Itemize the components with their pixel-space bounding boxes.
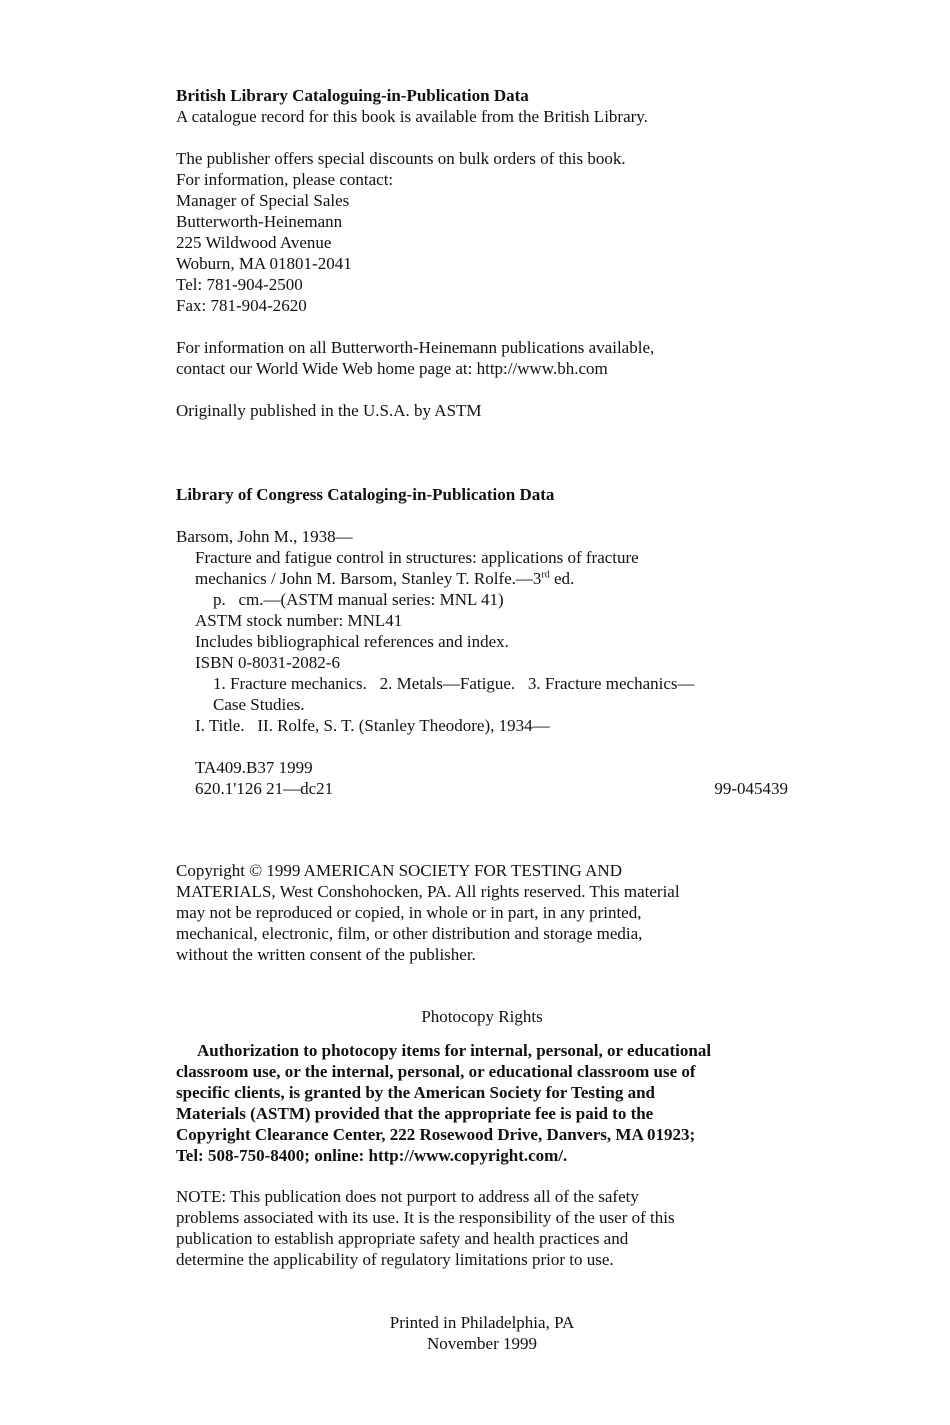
loc-subjects: 1. Fracture mechanics. 2. Metals—Fatigue. 3. Fracture mechanics—: [213, 674, 695, 693]
loc-edition-text: ed.: [549, 569, 575, 588]
copyright-line: mechanical, electronic, film, or other distribution and storage media,: [176, 924, 643, 943]
loc-lccn: 99-045439: [714, 779, 788, 798]
loc-stock: ASTM stock number: MNL41: [195, 611, 403, 630]
loc-dewey: 620.1'126 21—dc21: [195, 779, 334, 798]
loc-classification-row: [176, 778, 788, 799]
british-library-cip: [176, 85, 648, 127]
origin-line: Originally published in the U.S.A. by ASTM: [176, 401, 482, 420]
loc-author: Barsom, John M., 1938—: [176, 527, 353, 546]
web-line: contact our World Wide Web home page at: http://www.bh.com: [176, 359, 608, 378]
loc-added-entries: I. Title. II. Rolfe, S. T. (Stanley Theodore), 1934—: [195, 716, 550, 735]
printed-info: [176, 1312, 788, 1354]
photocopy-line: Materials (ASTM) provided that the appropriate fee is paid to the: [176, 1104, 654, 1123]
photocopy-line: Copyright Clearance Center, 222 Rosewood Drive, Danvers, MA 01923;: [176, 1125, 696, 1144]
loc-physical: p. cm.—(ASTM manual series: MNL 41): [213, 590, 504, 609]
copyright-block: [176, 860, 796, 965]
note-line: publication to establish appropriate safety and health practices and: [176, 1229, 629, 1248]
copyright-line: may not be reproduced or copied, in whole or in part, in any printed,: [176, 903, 642, 922]
photocopy-heading: Photocopy Rights: [421, 1007, 543, 1026]
photocopy-line: specific clients, is granted by the American Society for Testing and: [176, 1083, 655, 1102]
publisher-line: Woburn, MA 01801-2041: [176, 254, 352, 273]
photocopy-line: classroom use, or the internal, personal, or educational classroom use of: [176, 1062, 696, 1081]
publisher-contact: [176, 148, 626, 316]
bl-cip-text: A catalogue record for this book is available from the British Library.: [176, 107, 648, 126]
copyright-line: without the written consent of the publisher.: [176, 945, 476, 964]
note-line: problems associated with its use. It is the responsibility of the user of this: [176, 1208, 675, 1227]
loc-cip: [176, 484, 788, 799]
printed-date: November 1999: [426, 1334, 537, 1353]
loc-title-line: Fracture and fatigue control in structures: applications of fracture: [195, 548, 639, 567]
note-line: NOTE: This publication does not purport to address all of the safety: [176, 1187, 639, 1206]
loc-cip-heading: Library of Congress Cataloging-in-Publication Data: [176, 485, 555, 504]
loc-subjects: Case Studies.: [213, 695, 305, 714]
publisher-line: For information, please contact:: [176, 170, 394, 189]
note-line: determine the applicability of regulatory limitations prior to use.: [176, 1250, 614, 1269]
publisher-line: Tel: 781-904-2500: [176, 275, 303, 294]
photocopy-rights: [176, 1006, 788, 1166]
copyright-line: Copyright © 1999 AMERICAN SOCIETY FOR TESTING AND: [176, 861, 622, 880]
copyright-line: MATERIALS, West Conshohocken, PA. All rights reserved. This material: [176, 882, 680, 901]
loc-includes: Includes bibliographical references and index.: [195, 632, 509, 651]
loc-isbn: ISBN 0-8031-2082-6: [195, 653, 340, 672]
publisher-line: The publisher offers special discounts on bulk orders of this book.: [176, 149, 626, 168]
photocopy-line: Tel: 508-750-8400; online: http://www.copyright.com/.: [176, 1146, 568, 1165]
publisher-line: Butterworth-Heinemann: [176, 212, 343, 231]
publisher-line: Manager of Special Sales: [176, 191, 350, 210]
publisher-line: 225 Wildwood Avenue: [176, 233, 332, 252]
publisher-origin: [176, 400, 482, 421]
printed-place: Printed in Philadelphia, PA: [389, 1313, 575, 1332]
web-line: For information on all Butterworth-Heinemann publications available,: [176, 338, 655, 357]
loc-title-line: [176, 568, 788, 589]
loc-call-number: TA409.B37 1999: [195, 758, 313, 777]
bl-cip-heading: British Library Cataloguing-in-Publication Data: [176, 86, 529, 105]
loc-edition-sup: rd: [541, 569, 550, 581]
safety-note: [176, 1186, 796, 1270]
publisher-web: [176, 337, 816, 379]
photocopy-line: Authorization to photocopy items for internal, personal, or educational: [197, 1041, 712, 1060]
loc-title-text: mechanics / John M. Barsom, Stanley T. Rolfe.—3: [195, 569, 542, 588]
publisher-line: Fax: 781-904-2620: [176, 296, 307, 315]
